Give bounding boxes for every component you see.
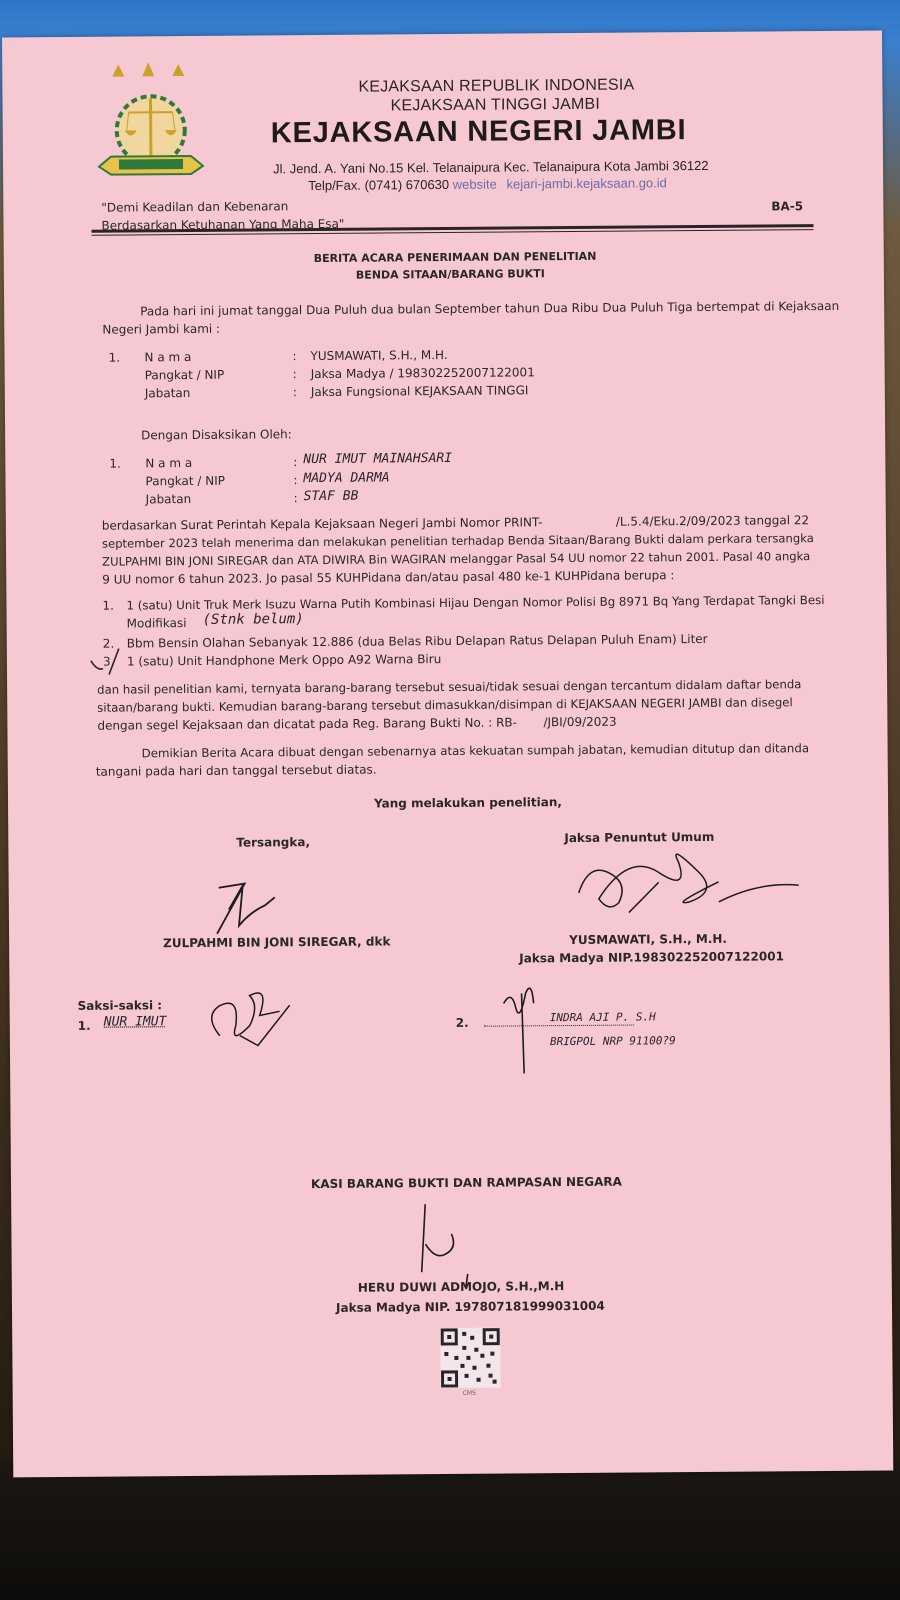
jaksa-nip: Jaksa Madya NIP.198302252007122001: [519, 949, 784, 966]
saksi2-number: 2.: [455, 1015, 469, 1030]
body-line1b: /L.5.4/Eku.2/09/2023 tanggal 22: [615, 513, 810, 529]
kejaksaan-emblem-logo: [90, 58, 211, 177]
header-line1: KEJAKSAAN REPUBLIK INDONESIA: [358, 76, 635, 96]
officer-label-nama: N a m a: [144, 349, 192, 365]
officer-jabatan: Jaksa Fungsional KEJAKSAAN TINGGI: [310, 383, 529, 400]
qr-code-icon: [440, 1328, 500, 1388]
result-line2: sitaan/barang bukti. Kemudian barang-barang tersebut dimasukkan/disimpan di KEJAKSAAN NEGERI JAMBI dan disegel: [97, 695, 793, 715]
witness-colon-2: :: [293, 473, 298, 488]
background-surface: [0, 1460, 900, 1600]
item2-line1: Bbm Bensin Olahan Sebanyak 12.886 (dua Belas Ribu Delapan Ratus Delapan Puluh Enam) Liter: [126, 631, 708, 651]
header-website-url: kejari-jambi.kejaksaan.go.id: [506, 175, 667, 192]
officer-colon-1: :: [292, 349, 297, 364]
closing-line2: tangani pada hari dan tanggal tersebut diatas.: [95, 762, 377, 779]
signature-heading: Yang melakukan penelitian,: [373, 795, 562, 811]
doc-title-line1: BERITA ACARA PENERIMAAN DAN PENELITIAN: [313, 249, 597, 266]
witness-colon-1: :: [293, 455, 298, 470]
kasi-name: HERU DUWI ADMOJO, S.H.,M.H: [357, 1279, 565, 1295]
saksi2-signature: [497, 973, 558, 1083]
form-code: BA-5: [771, 199, 804, 214]
item1-line2: Modifikasi: [126, 616, 187, 631]
witness-pangkat-handwritten: MADYA DARMA: [303, 470, 390, 487]
doc-title-line2: BENDA SITAAN/BARANG BUKTI: [355, 267, 545, 282]
jaksa-label: Jaksa Penuntut Umum: [564, 829, 715, 846]
kasi-nip: Jaksa Madya NIP. 197807181999031004: [335, 1298, 605, 1315]
saksi1-signature: [199, 975, 300, 1056]
jaksa-name: YUSMAWATI, S.H., M.H.: [569, 931, 728, 948]
tersangka-label: Tersangka,: [236, 835, 311, 850]
kasi-label: KASI BARANG BUKTI DAN RAMPASAN NEGARA: [310, 1174, 622, 1192]
header-website-label: website: [452, 176, 497, 192]
officer-label-jabatan: Jabatan: [144, 385, 191, 401]
item1-handwritten-note: (Stnk belum): [202, 611, 304, 628]
result-line3b: /JBI/09/2023: [543, 714, 617, 730]
result-line3a: dengan segel Kejaksaan dan dicatat pada Reg. Barang Bukti No. : RB-: [97, 715, 518, 733]
witness-label-nama: N a m a: [145, 455, 193, 471]
witness-jabatan-handwritten: STAF BB: [303, 488, 359, 505]
motto-line2: Berdasarkan Ketuhanan Yang Maha Esa": [101, 216, 345, 233]
body-line1a: berdasarkan Surat Perintah Kepala Kejaksaan Negeri Jambi Nomor PRINT-: [101, 515, 543, 533]
saksi1-handwritten: NUR IMUT: [103, 1014, 167, 1030]
qr-caption: CMS: [462, 1389, 476, 1397]
opening-line1: Pada hari ini jumat tanggal Dua Puluh dua bulan September tahun Dua Ribu Dua Puluh Tiga bertempat di Kejaksaan: [140, 298, 840, 319]
officer-number: 1.: [108, 350, 121, 365]
item2-number: 2.: [102, 636, 115, 651]
witness-label-pangkat: Pangkat / NIP: [145, 473, 226, 489]
closing-line1: Demikian Berita Acara dibuat dengan sebenarnya atas kekuatan sumpah jabatan, kemudian ditutup dan ditanda: [141, 741, 810, 761]
header-address: Jl. Jend. A. Yani No.15 Kel. Telanaipura Kec. Telanaipura Kota Jambi 36122: [272, 157, 709, 177]
saksi2-handwritten-name: INDRA AJI P. S.H: [549, 1010, 656, 1025]
tersangka-name: ZULPAHMI BIN JONI SIREGAR, dkk: [163, 934, 391, 951]
motto-line1: "Demi Keadilan dan Kebenaran: [101, 199, 289, 215]
saksi1-number: 1.: [77, 1018, 91, 1033]
officer-nama: YUSMAWATI, S.H., M.H.: [310, 347, 448, 364]
result-line1: dan hasil penelitian kami, ternyata barang-barang tersebut sesuai/tidak sesuai dengan tercantum didalam daftar benda: [97, 677, 802, 697]
witness-nama-handwritten: NUR IMUT MAINAHSARI: [303, 450, 453, 468]
header-contact: [308, 175, 667, 193]
header-title: KEJAKSAAN NEGERI JAMBI: [270, 114, 687, 150]
witness-number: 1.: [109, 456, 121, 471]
witness-colon-3: :: [293, 491, 298, 506]
header-line2: KEJAKSAAN TINGGI JAMBI: [390, 95, 601, 115]
item3-line1: 1 (satu) Unit Handphone Merk Oppo A92 Warna Biru: [126, 652, 442, 669]
jaksa-signature: [568, 841, 809, 933]
item3-number: 3.: [102, 654, 115, 669]
item3-check-mark: [89, 646, 149, 676]
officer-label-pangkat: Pangkat / NIP: [144, 367, 225, 383]
body-line2: september 2023 telah menerima dan melakukan penelitian terhadap Benda Sitaan/Barang Bukti dalam perkara tersangka: [101, 531, 814, 551]
officer-colon-2: :: [292, 367, 297, 382]
witness-heading: Dengan Disaksikan Oleh:: [141, 427, 292, 443]
officer-pangkat: Jaksa Madya / 198302252007122001: [310, 365, 535, 382]
item1-line1: 1 (satu) Unit Truk Merk Isuzu Warna Putih Kombinasi Hijau Dengan Nomor Polisi Bg 8971 Bq Yang Terdapat Tangki Besi: [126, 593, 825, 613]
body-line4: 9 UU nomor 6 tahun 2023. Jo pasal 55 KUHPidana dan/atau pasal 480 ke-1 KUHPidana berupa :: [102, 568, 675, 587]
opening-line2: Negeri Jambi kami :: [102, 321, 221, 337]
saksi2-handwritten-rank: BRIGPOL NRP 91100?9: [549, 1034, 676, 1049]
document-sheet: [2, 31, 893, 1478]
body-line3: ZULPAHMI BIN JONI SIREGAR dan ATA DIWIRA Bin WAGIRAN melanggar Pasal 54 UU nomor 22 tahun 2001. Pasal 40 angka: [102, 549, 811, 569]
witness-label-jabatan: Jabatan: [145, 491, 192, 507]
officer-colon-3: :: [292, 385, 297, 400]
kasi-signature: [411, 1184, 482, 1295]
item1-number: 1.: [102, 598, 114, 613]
saksi-label: Saksi-saksi :: [77, 998, 163, 1013]
header-telfax: Telp/Fax. (0741) 670630: [308, 176, 450, 194]
